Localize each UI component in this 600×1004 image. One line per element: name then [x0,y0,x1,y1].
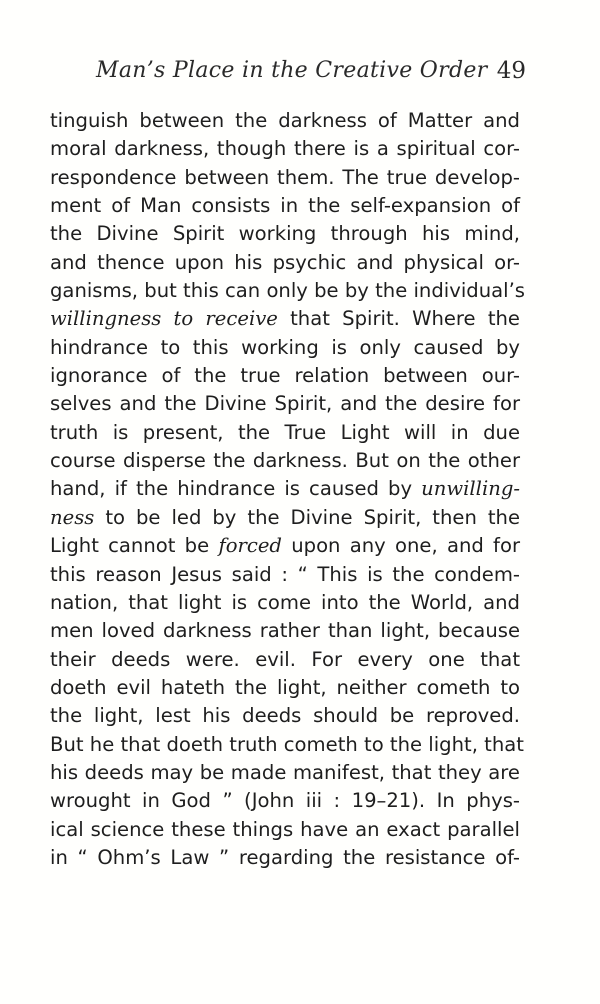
text-line [50,702,520,730]
text-segment: men loved darkness rather than light, because [50,619,520,643]
text-segment: the Divine Spirit working through his mind, [50,222,520,246]
text-line [50,816,520,844]
text-line [50,164,520,192]
text-segment: respondence between them. The true develop- [50,165,520,189]
text-segment: this reason Jesus said : “ This is the condem- [50,562,520,586]
text-segment: and thence upon his psychic and physical or- [50,250,520,274]
text-line [50,249,520,277]
italic-text-segment: forced [218,534,282,558]
text-segment: to be led by the Divine Spirit, then the [94,505,520,529]
text-segment: tinguish between the darkness of Matter and [50,109,520,132]
text-line [50,844,520,872]
text-line [50,334,520,362]
text-line [50,419,520,447]
text-line [50,589,520,617]
page-number: 49 [496,58,526,84]
text-line [50,107,520,135]
text-line [50,220,520,248]
text-segment: the light, lest his deeds should be reproved. [50,704,520,728]
text-segment: moral darkness, though there is a spiritual cor- [50,137,520,161]
text-segment: in “ Ohm’s Law ” regarding the resistance of- [50,845,520,869]
text-line [50,305,520,333]
text-line [50,504,520,532]
italic-text-segment: willingness to receive [50,307,278,331]
text-line [50,135,520,163]
text-segment: selves and the Divine Spirit, and the desire for [50,392,520,416]
text-line [50,362,520,390]
running-title: Man’s Place in the Creative Order [96,58,488,83]
text-segment: doeth evil hateth the light, neither cometh to [50,675,520,699]
text-segment: wrought in God ” (John iii : 19–21). In phys- [50,789,520,813]
text-line [50,277,526,305]
text-segment: hindrance to this working is only caused by [50,335,520,359]
text-segment: ment of Man consists in the self-expansion of [50,194,520,218]
italic-text-segment: unwilling- [421,477,520,501]
text-segment: course disperse the darkness. But on the other [50,449,520,473]
text-line [50,787,520,815]
text-line [50,674,520,702]
text-line [50,532,520,560]
text-segment: upon any one, and for [281,534,520,558]
text-line [50,192,520,220]
text-line [50,447,520,475]
text-segment: that Spirit. Where the [277,307,520,331]
text-segment: hand, if the hindrance is caused by [50,477,422,501]
text-line [50,390,520,418]
text-line [50,475,520,503]
body-text [50,107,526,872]
text-line [50,617,520,645]
text-segment: ignorance of the true relation between our- [50,364,520,388]
text-line [50,731,524,759]
text-line [50,646,520,674]
text-segment: Light cannot be [50,534,219,558]
text-segment: their deeds were. evil. For every one that [50,647,520,671]
text-segment: ganisms, but this can only be by the individual’s [50,279,526,303]
text-segment: But he that doeth truth cometh to the light, that [50,732,524,756]
text-line [50,759,520,787]
text-segment: ical science these things have an exact parallel [50,817,520,841]
text-line [50,561,520,589]
text-segment: nation, that light is come into the World, and [50,590,520,614]
text-segment: his deeds may be made manifest, that they are [50,760,520,784]
page-header [96,58,526,92]
text-segment: truth is present, the True Light will in due [50,420,520,444]
italic-text-segment: ness [50,505,95,529]
